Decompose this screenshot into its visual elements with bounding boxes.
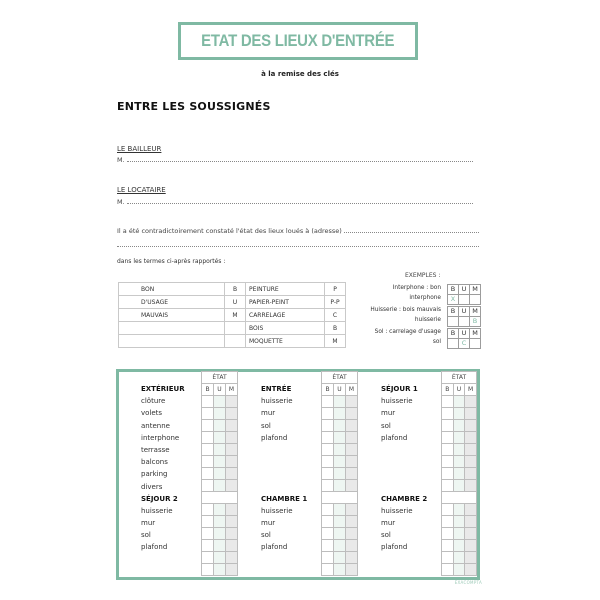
- etat-header: ÉTAT: [322, 372, 358, 384]
- state-checkbox-m[interactable]: [465, 480, 477, 492]
- state-checkbox-b[interactable]: [202, 432, 214, 444]
- room-item: sol: [141, 531, 151, 540]
- document-title-box: [178, 22, 418, 60]
- room-item: plafond: [261, 433, 288, 442]
- state-checkbox-u[interactable]: [214, 516, 226, 528]
- room-item: huisserie: [261, 397, 293, 406]
- state-checkbox-b[interactable]: [202, 516, 214, 528]
- legend-etat: D'USAGE: [119, 296, 225, 309]
- room-item: mur: [261, 519, 276, 528]
- locataire-label: LE LOCATAIRE: [117, 186, 166, 194]
- state-checkbox-m[interactable]: [226, 516, 238, 528]
- state-checkbox-m[interactable]: [465, 468, 477, 480]
- legend-etat: BON: [119, 283, 225, 296]
- state-checkbox-m[interactable]: [346, 516, 358, 528]
- state-checkbox-u[interactable]: [453, 528, 465, 540]
- state-checkbox-u[interactable]: [334, 480, 346, 492]
- state-checkbox-b[interactable]: [442, 516, 454, 528]
- example-header-cell: M: [470, 307, 481, 317]
- example-value-cell: [459, 317, 470, 327]
- room-item: plafond: [381, 543, 408, 552]
- state-checkbox-u[interactable]: [214, 504, 226, 516]
- state-checkbox-m[interactable]: [465, 420, 477, 432]
- state-table-box: [116, 369, 480, 580]
- room-item: parking: [141, 470, 168, 479]
- state-header-cell: M: [465, 384, 477, 396]
- state-checkbox-u[interactable]: [453, 468, 465, 480]
- room-item: plafond: [381, 433, 408, 442]
- legend-row: [119, 283, 346, 296]
- state-header-cell: U: [334, 384, 346, 396]
- locataire-name-field[interactable]: [117, 198, 481, 206]
- example-value-cell: [448, 317, 459, 327]
- state-checkbox-u[interactable]: [214, 420, 226, 432]
- example-header-cell: U: [459, 285, 470, 295]
- state-checkbox-m[interactable]: [346, 468, 358, 480]
- state-checkbox-u[interactable]: [334, 516, 346, 528]
- example-value-cell: X: [448, 295, 459, 305]
- state-checkbox-m[interactable]: [346, 432, 358, 444]
- state-checkbox-m[interactable]: [346, 420, 358, 432]
- room-item: clôture: [141, 397, 166, 406]
- state-checkbox-u[interactable]: [334, 552, 346, 564]
- state-checkbox-u[interactable]: [453, 540, 465, 552]
- legend-mat-code: P-P: [325, 296, 346, 309]
- state-checkbox-b[interactable]: [322, 540, 334, 552]
- etat-header: ÉTAT: [442, 372, 477, 384]
- state-checkbox-m[interactable]: [226, 540, 238, 552]
- dotted-line: [127, 156, 473, 162]
- legend-etat: [119, 322, 225, 335]
- state-checkbox-m[interactable]: [226, 564, 238, 576]
- room-item: plafond: [261, 543, 288, 552]
- dotted-line: [127, 198, 473, 204]
- state-checkbox-m[interactable]: [226, 468, 238, 480]
- section-divider-cell: [442, 492, 477, 504]
- state-checkbox-b[interactable]: [202, 528, 214, 540]
- legend-mat-code: M: [325, 335, 346, 348]
- state-checkbox-b[interactable]: [442, 540, 454, 552]
- state-checkbox-u[interactable]: [334, 432, 346, 444]
- legend-materiau: PAPIER-PEINT: [246, 296, 325, 309]
- state-grid: [321, 371, 358, 576]
- state-checkbox-m[interactable]: [346, 444, 358, 456]
- legend-materiau: MOQUETTE: [246, 335, 325, 348]
- brand-label: EXACOMPTA: [454, 580, 482, 585]
- state-checkbox-m[interactable]: [226, 408, 238, 420]
- state-checkbox-b[interactable]: [442, 432, 454, 444]
- state-checkbox-b[interactable]: [202, 552, 214, 564]
- state-checkbox-m[interactable]: [465, 504, 477, 516]
- state-checkbox-u[interactable]: [334, 504, 346, 516]
- legend-row: [119, 335, 346, 348]
- state-checkbox-u[interactable]: [453, 480, 465, 492]
- state-checkbox-b[interactable]: [202, 480, 214, 492]
- state-checkbox-u[interactable]: [334, 408, 346, 420]
- state-checkbox-u[interactable]: [334, 528, 346, 540]
- dotted-line: [344, 227, 479, 233]
- state-header-cell: U: [214, 384, 226, 396]
- state-checkbox-b[interactable]: [322, 552, 334, 564]
- legend-etat-code: [225, 335, 246, 348]
- state-checkbox-m[interactable]: [346, 528, 358, 540]
- state-header-cell: B: [202, 384, 214, 396]
- bailleur-prefix: M.: [117, 156, 125, 164]
- etat-header: ÉTAT: [202, 372, 238, 384]
- locataire-prefix: M.: [117, 198, 125, 206]
- room-item: huisserie: [261, 506, 293, 515]
- state-checkbox-b[interactable]: [202, 540, 214, 552]
- section-divider-cell: [322, 492, 358, 504]
- example-sublabel: huisserie: [414, 317, 441, 323]
- state-checkbox-b[interactable]: [202, 456, 214, 468]
- room-item: sol: [381, 531, 391, 540]
- state-checkbox-m[interactable]: [346, 480, 358, 492]
- state-checkbox-m[interactable]: [346, 552, 358, 564]
- state-checkbox-m[interactable]: [346, 456, 358, 468]
- state-checkbox-u[interactable]: [453, 408, 465, 420]
- state-checkbox-b[interactable]: [322, 504, 334, 516]
- legend-etat: [119, 335, 225, 348]
- legend-materiau: BOIS: [246, 322, 325, 335]
- dotted-line: [117, 241, 479, 247]
- state-checkbox-u[interactable]: [334, 456, 346, 468]
- room-item: interphone: [141, 433, 180, 442]
- state-checkbox-m[interactable]: [226, 456, 238, 468]
- room-item: mur: [381, 519, 396, 528]
- state-checkbox-u[interactable]: [453, 444, 465, 456]
- state-checkbox-b[interactable]: [322, 396, 334, 408]
- state-checkbox-m[interactable]: [346, 408, 358, 420]
- state-checkbox-b[interactable]: [442, 456, 454, 468]
- state-checkbox-u[interactable]: [334, 468, 346, 480]
- state-checkbox-m[interactable]: [226, 432, 238, 444]
- state-checkbox-u[interactable]: [214, 552, 226, 564]
- state-checkbox-m[interactable]: [226, 504, 238, 516]
- legend-etat-code: M: [225, 309, 246, 322]
- room-item: balcons: [141, 458, 168, 467]
- adresse-field-line2[interactable]: [117, 241, 481, 249]
- state-checkbox-m[interactable]: [465, 432, 477, 444]
- state-checkbox-b[interactable]: [322, 456, 334, 468]
- legend-materiau: CARRELAGE: [246, 309, 325, 322]
- state-checkbox-b[interactable]: [322, 516, 334, 528]
- room-column: [261, 383, 307, 554]
- state-checkbox-b[interactable]: [202, 504, 214, 516]
- example-value-cell: [448, 339, 459, 349]
- state-checkbox-b[interactable]: [442, 408, 454, 420]
- state-grid: [201, 371, 238, 576]
- legend-row: [119, 322, 346, 335]
- state-checkbox-m[interactable]: [465, 396, 477, 408]
- state-checkbox-u[interactable]: [334, 540, 346, 552]
- example-grid: [447, 306, 481, 327]
- state-checkbox-m[interactable]: [226, 552, 238, 564]
- adresse-field[interactable]: [117, 227, 481, 235]
- state-checkbox-b[interactable]: [202, 444, 214, 456]
- state-checkbox-b[interactable]: [442, 504, 454, 516]
- room-item: huisserie: [381, 397, 413, 406]
- state-checkbox-b[interactable]: [442, 552, 454, 564]
- state-checkbox-u[interactable]: [334, 444, 346, 456]
- state-header-cell: B: [442, 384, 454, 396]
- state-checkbox-m[interactable]: [346, 396, 358, 408]
- legend-table: [118, 282, 346, 348]
- state-checkbox-m[interactable]: [226, 420, 238, 432]
- state-checkbox-m[interactable]: [465, 552, 477, 564]
- state-checkbox-b[interactable]: [322, 564, 334, 576]
- state-checkbox-b[interactable]: [202, 564, 214, 576]
- room-title: EXTÉRIEUR: [141, 385, 185, 393]
- state-checkbox-b[interactable]: [442, 564, 454, 576]
- state-checkbox-u[interactable]: [334, 420, 346, 432]
- section-title: ENTRE LES SOUSSIGNÉS: [117, 100, 271, 113]
- state-header-cell: M: [226, 384, 238, 396]
- state-checkbox-m[interactable]: [465, 408, 477, 420]
- state-checkbox-m[interactable]: [465, 516, 477, 528]
- example-value-cell: [470, 295, 481, 305]
- state-checkbox-m[interactable]: [346, 504, 358, 516]
- example-header-cell: M: [470, 329, 481, 339]
- state-checkbox-u[interactable]: [214, 444, 226, 456]
- state-checkbox-u[interactable]: [453, 504, 465, 516]
- state-checkbox-u[interactable]: [453, 396, 465, 408]
- example-header-cell: B: [448, 329, 459, 339]
- room-item: sol: [261, 421, 271, 430]
- legend-materiau: PEINTURE: [246, 283, 325, 296]
- room-title: CHAMBRE 2: [381, 494, 428, 503]
- state-checkbox-u[interactable]: [453, 456, 465, 468]
- legend-etat: MAUVAIS: [119, 309, 225, 322]
- example-header-cell: U: [459, 329, 470, 339]
- termes-text: dans les termes ci-après rapportés :: [117, 258, 226, 265]
- example-header-cell: U: [459, 307, 470, 317]
- section-divider-cell: [202, 492, 238, 504]
- state-grid: [441, 371, 477, 576]
- state-checkbox-u[interactable]: [453, 420, 465, 432]
- state-checkbox-b[interactable]: [322, 444, 334, 456]
- state-checkbox-b[interactable]: [322, 480, 334, 492]
- room-item: huisserie: [141, 506, 173, 515]
- state-checkbox-u[interactable]: [214, 564, 226, 576]
- room-title: SÉJOUR 2: [141, 494, 178, 503]
- example-grid: [447, 328, 481, 349]
- state-checkbox-b[interactable]: [322, 408, 334, 420]
- legend-row: [119, 296, 346, 309]
- room-item: sol: [381, 421, 391, 430]
- state-checkbox-m[interactable]: [346, 540, 358, 552]
- state-checkbox-u[interactable]: [214, 468, 226, 480]
- state-checkbox-m[interactable]: [465, 444, 477, 456]
- legend-etat-code: B: [225, 283, 246, 296]
- state-checkbox-u[interactable]: [453, 552, 465, 564]
- room-title: ENTRÉE: [261, 385, 292, 393]
- example-value-cell: [459, 295, 470, 305]
- legend-mat-code: C: [325, 309, 346, 322]
- state-checkbox-b[interactable]: [202, 420, 214, 432]
- state-checkbox-u[interactable]: [214, 456, 226, 468]
- state-checkbox-u[interactable]: [214, 540, 226, 552]
- example-value-cell: C: [459, 339, 470, 349]
- state-checkbox-m[interactable]: [346, 564, 358, 576]
- legend-mat-code: P: [325, 283, 346, 296]
- room-item: mur: [141, 519, 156, 528]
- legend-etat-code: [225, 322, 246, 335]
- room-item: plafond: [141, 543, 168, 552]
- example-header-cell: B: [448, 285, 459, 295]
- constat-text: Il a été contradictoirement constaté l'état des lieux loués à (adresse): [117, 227, 342, 235]
- example-header-cell: M: [470, 285, 481, 295]
- state-checkbox-m[interactable]: [226, 528, 238, 540]
- state-checkbox-m[interactable]: [226, 444, 238, 456]
- state-checkbox-b[interactable]: [202, 396, 214, 408]
- state-checkbox-b[interactable]: [322, 528, 334, 540]
- room-item: antenne: [141, 421, 170, 430]
- state-checkbox-u[interactable]: [214, 408, 226, 420]
- bailleur-name-field[interactable]: [117, 156, 481, 164]
- state-checkbox-u[interactable]: [214, 528, 226, 540]
- document-subtitle: à la remise des clés: [261, 70, 339, 78]
- example-label: Huisserie : bois mauvais: [370, 307, 441, 313]
- state-checkbox-u[interactable]: [334, 396, 346, 408]
- example-grid: [447, 284, 481, 305]
- example-sublabel: interphone: [409, 295, 441, 301]
- state-checkbox-b[interactable]: [442, 480, 454, 492]
- room-item: huisserie: [381, 506, 413, 515]
- room-column: [381, 383, 427, 554]
- state-checkbox-m[interactable]: [465, 528, 477, 540]
- state-checkbox-m[interactable]: [465, 540, 477, 552]
- state-checkbox-b[interactable]: [442, 468, 454, 480]
- state-checkbox-u[interactable]: [214, 480, 226, 492]
- state-checkbox-b[interactable]: [442, 444, 454, 456]
- room-title: SÉJOUR 1: [381, 385, 418, 393]
- state-header-cell: U: [453, 384, 465, 396]
- legend-mat-code: B: [325, 322, 346, 335]
- state-checkbox-m[interactable]: [465, 456, 477, 468]
- state-checkbox-m[interactable]: [226, 396, 238, 408]
- room-item: volets: [141, 409, 163, 418]
- state-header-cell: M: [346, 384, 358, 396]
- room-item: terrasse: [141, 445, 170, 454]
- state-checkbox-b[interactable]: [202, 408, 214, 420]
- state-checkbox-u[interactable]: [453, 432, 465, 444]
- room-title: CHAMBRE 1: [261, 494, 308, 503]
- state-checkbox-u[interactable]: [334, 564, 346, 576]
- state-checkbox-b[interactable]: [322, 468, 334, 480]
- state-checkbox-u[interactable]: [453, 564, 465, 576]
- example-header-cell: B: [448, 307, 459, 317]
- room-item: mur: [261, 409, 276, 418]
- examples-title: EXEMPLES :: [405, 272, 441, 279]
- legend-etat-code: U: [225, 296, 246, 309]
- state-checkbox-m[interactable]: [465, 564, 477, 576]
- room-item: mur: [381, 409, 396, 418]
- state-checkbox-b[interactable]: [322, 420, 334, 432]
- room-item: sol: [261, 531, 271, 540]
- bailleur-label: LE BAILLEUR: [117, 145, 162, 153]
- state-checkbox-u[interactable]: [453, 516, 465, 528]
- state-checkbox-m[interactable]: [226, 480, 238, 492]
- state-checkbox-u[interactable]: [214, 432, 226, 444]
- state-checkbox-b[interactable]: [442, 420, 454, 432]
- state-checkbox-b[interactable]: [202, 468, 214, 480]
- example-label: Interphone : bon: [392, 285, 441, 291]
- state-checkbox-b[interactable]: [322, 432, 334, 444]
- example-label: Sol : carrelage d'usage: [374, 329, 441, 335]
- example-value-cell: [470, 339, 481, 349]
- state-header-cell: B: [322, 384, 334, 396]
- example-value-cell: B: [470, 317, 481, 327]
- state-checkbox-b[interactable]: [442, 528, 454, 540]
- state-checkbox-u[interactable]: [214, 396, 226, 408]
- legend-row: [119, 309, 346, 322]
- room-item: divers: [141, 482, 163, 491]
- document-title: ETAT DES LIEUX D'ENTRÉE: [201, 31, 395, 50]
- state-checkbox-b[interactable]: [442, 396, 454, 408]
- example-sublabel: sol: [432, 339, 441, 345]
- room-column: [141, 383, 185, 554]
